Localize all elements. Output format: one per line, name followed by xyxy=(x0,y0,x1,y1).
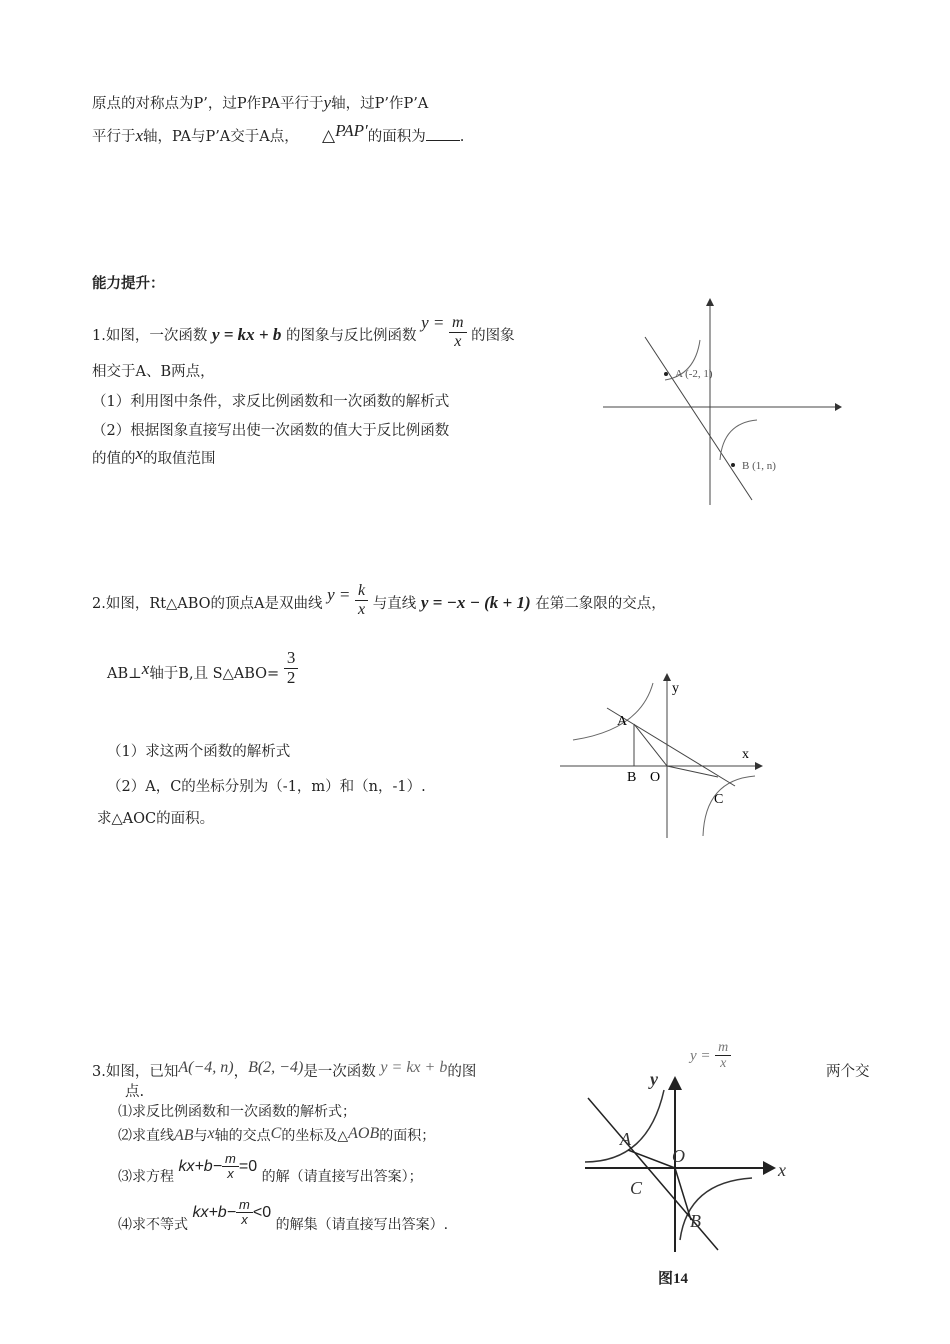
intro-line-2 xyxy=(92,121,465,146)
q2-y-equals: y = xyxy=(327,585,351,605)
q3-equation-right: =0 xyxy=(238,1157,258,1175)
q2-segment-ao xyxy=(634,724,667,766)
q2-line-5: 求△AOC的面积。 xyxy=(97,811,215,827)
q3-equation-fraction xyxy=(222,1152,239,1182)
q2-line-2 xyxy=(107,648,298,693)
q3-inequality-right: <0 xyxy=(252,1203,272,1221)
q2-fraction xyxy=(355,582,368,618)
q3-aob: AOB xyxy=(348,1125,380,1142)
q1-text-b: 的图象与反比例函数 xyxy=(285,328,417,345)
q2-line-2-b: 轴于B,且 S△ABO= xyxy=(149,666,280,683)
q3-segment-ob xyxy=(675,1168,691,1220)
q2-x-var: x xyxy=(141,659,150,679)
q2-label-o: O xyxy=(650,770,661,785)
q3-label-c: C xyxy=(630,1178,643,1198)
q1-linear-function: y = kx + b xyxy=(211,325,282,345)
q2-fraction-num: k xyxy=(355,582,368,601)
q3-line-1 xyxy=(92,1060,591,1081)
q3-ab: AB xyxy=(174,1127,194,1144)
intro-line-1-end: 轴，过P’作P’A xyxy=(331,96,429,112)
q2-x-arrow-icon xyxy=(755,762,763,770)
q3-part-4 xyxy=(118,1197,449,1233)
q2-y-arrow-icon xyxy=(663,673,671,681)
q2-area-fraction xyxy=(284,649,299,687)
q2-line-2-a: AB⊥ xyxy=(107,666,142,683)
intro-line-2-b: 轴，PA与P’A交于A点， xyxy=(143,129,299,145)
intro-line-2-end: . xyxy=(459,129,465,145)
q1-fraction-den: x xyxy=(454,332,462,350)
q1-line-5-b: 的取值范围 xyxy=(143,451,216,467)
q3-segment-ao xyxy=(628,1150,675,1168)
q2-text-a: 2.如图，Rt△ABO的顶点A是双曲线 xyxy=(92,596,323,613)
q1-point-a xyxy=(664,372,668,376)
q3-part-3-a: ⑶求方程 xyxy=(118,1168,174,1185)
q2-area-den: 2 xyxy=(286,667,296,687)
section-title: 能力提升： xyxy=(92,276,165,292)
q1-line-2: 相交于A、B两点， xyxy=(92,364,215,380)
q3-equation-num: m xyxy=(222,1152,239,1167)
q3-label-a: A xyxy=(620,1129,631,1149)
intro-line-2-a: 平行于 xyxy=(92,129,136,145)
q3-part-2 xyxy=(118,1125,435,1145)
q3-part-2-a: ⑵求直线 xyxy=(118,1128,174,1144)
q2-label-c: C xyxy=(714,792,724,807)
q2-line-function: y = −x − (k + 1) xyxy=(420,593,531,613)
q1-label-b: B (1, n) xyxy=(742,460,776,472)
q3-inequality-fraction xyxy=(236,1198,253,1228)
answer-blank xyxy=(426,128,460,141)
q3-part-4-b: 的解集（请直接写出答案）. xyxy=(275,1216,449,1233)
q2-label-a: A xyxy=(617,714,628,729)
q3-point-a-coord: A(−4, n) xyxy=(178,1059,234,1076)
q3-part-2-b: 与 xyxy=(193,1128,208,1144)
q3-text-b: 是一次函数 xyxy=(303,1064,376,1080)
q3-line-2: 点. xyxy=(125,1084,145,1100)
intro-line-1 xyxy=(92,92,428,113)
q2-label-x: x xyxy=(742,747,749,762)
q1-line-5 xyxy=(92,444,216,468)
q3-y-equals: y = xyxy=(690,1047,711,1064)
q3-part-3 xyxy=(118,1151,423,1185)
q3-inequality-num: m xyxy=(236,1198,253,1213)
q3-point-b-coord: B(2, −4) xyxy=(248,1059,304,1076)
q1-line-3: （1）利用图中条件，求反比例函数和一次函数的解析式 xyxy=(92,394,450,410)
q3-part-2-d: 的坐标及△ xyxy=(281,1128,349,1144)
q3-figure xyxy=(580,1070,795,1290)
q1-figure xyxy=(595,295,845,510)
q3-text-a: 3.如图，已知 xyxy=(92,1064,179,1080)
q1-line-4: （2）根据图象直接写出使一次函数的值大于反比例函数 xyxy=(92,423,450,439)
q1-intro-text: 1.如图，一次函数 xyxy=(92,328,208,345)
q3-x-var: x xyxy=(207,1125,215,1142)
q1-line-graph xyxy=(645,337,752,500)
q1-line-1 xyxy=(92,313,515,354)
q1-fraction xyxy=(449,314,467,350)
q3-label-o: O xyxy=(672,1146,685,1166)
q1-point-b xyxy=(731,463,735,467)
q2-area-num: 3 xyxy=(284,649,299,669)
q3-c: C xyxy=(270,1125,282,1142)
q3-label-x: x xyxy=(778,1160,786,1180)
q3-text-d: 两个交 xyxy=(826,1064,870,1080)
q2-line-3: （1）求这两个函数的解析式 xyxy=(107,744,291,760)
q3-figure-caption: 图14 xyxy=(658,1271,689,1287)
intro-line-2-c: 的面积为 xyxy=(367,129,426,145)
intro-line-1-text: 原点的对称点为P’，过P作PA平行于 xyxy=(92,96,324,112)
q3-label-y: y xyxy=(650,1070,658,1089)
q3-fraction-den: x xyxy=(720,1056,727,1072)
q1-x-var: x xyxy=(135,444,144,463)
q3-y-arrow-icon xyxy=(668,1076,682,1090)
q3-equation-den: x xyxy=(227,1166,234,1182)
intro-x-var: x xyxy=(135,126,144,145)
q2-figure xyxy=(555,668,770,843)
q3-equation-left: kx+b− xyxy=(178,1157,223,1175)
q3-part-2-e: 的面积； xyxy=(379,1128,436,1144)
q3-fraction xyxy=(715,1040,731,1072)
q3-text-c: 的图 xyxy=(447,1064,477,1080)
q2-line-1 xyxy=(92,582,666,622)
q3-part-4-a: ⑷求不等式 xyxy=(118,1216,188,1233)
q3-inequality-left: kx+b− xyxy=(192,1203,237,1221)
q2-label-y: y xyxy=(672,681,679,696)
q2-text-c: 在第二象限的交点， xyxy=(535,596,666,613)
q2-fraction-den: x xyxy=(357,600,366,618)
q1-label-a: A (-2, 1) xyxy=(675,368,713,380)
q3-part-2-c: 轴的交点 xyxy=(214,1128,271,1144)
q3-inequality-den: x xyxy=(241,1212,248,1228)
q1-y-equals: y = xyxy=(421,313,445,333)
q1-text-c: 的图象 xyxy=(471,328,515,345)
intro-y-var: y xyxy=(323,93,332,112)
q2-line-4: （2）A，C的坐标分别为（-1，m）和（n，-1）. xyxy=(107,779,426,795)
q1-fraction-num: m xyxy=(449,314,467,333)
q3-inverse-function xyxy=(690,1040,731,1072)
q3-part-1: ⑴求反比例函数和一次函数的解析式； xyxy=(118,1104,356,1120)
q3-comma: ， xyxy=(233,1064,249,1080)
q3-fraction-num: m xyxy=(715,1040,731,1056)
q1-hyperbola-branch-right xyxy=(720,420,757,460)
q3-part-3-b: 的解（请直接写出答案）； xyxy=(261,1168,423,1185)
triangle-symbol: △ xyxy=(321,126,336,145)
q3-hyperbola-branch-left xyxy=(585,1090,664,1162)
q3-label-b: B xyxy=(690,1211,701,1231)
q3-linear-function: y = kx + b xyxy=(380,1059,448,1076)
q2-text-b: 与直线 xyxy=(372,596,417,613)
q2-label-b: B xyxy=(627,770,637,785)
q1-y-arrow-icon xyxy=(706,298,714,306)
triangle-expression: PAP′ xyxy=(335,121,368,140)
q2-hyperbola-branch-right xyxy=(703,776,755,836)
q1-x-arrow-icon xyxy=(835,403,842,411)
q3-x-arrow-icon xyxy=(763,1161,776,1175)
q1-line-5-a: 的值的 xyxy=(92,451,136,467)
